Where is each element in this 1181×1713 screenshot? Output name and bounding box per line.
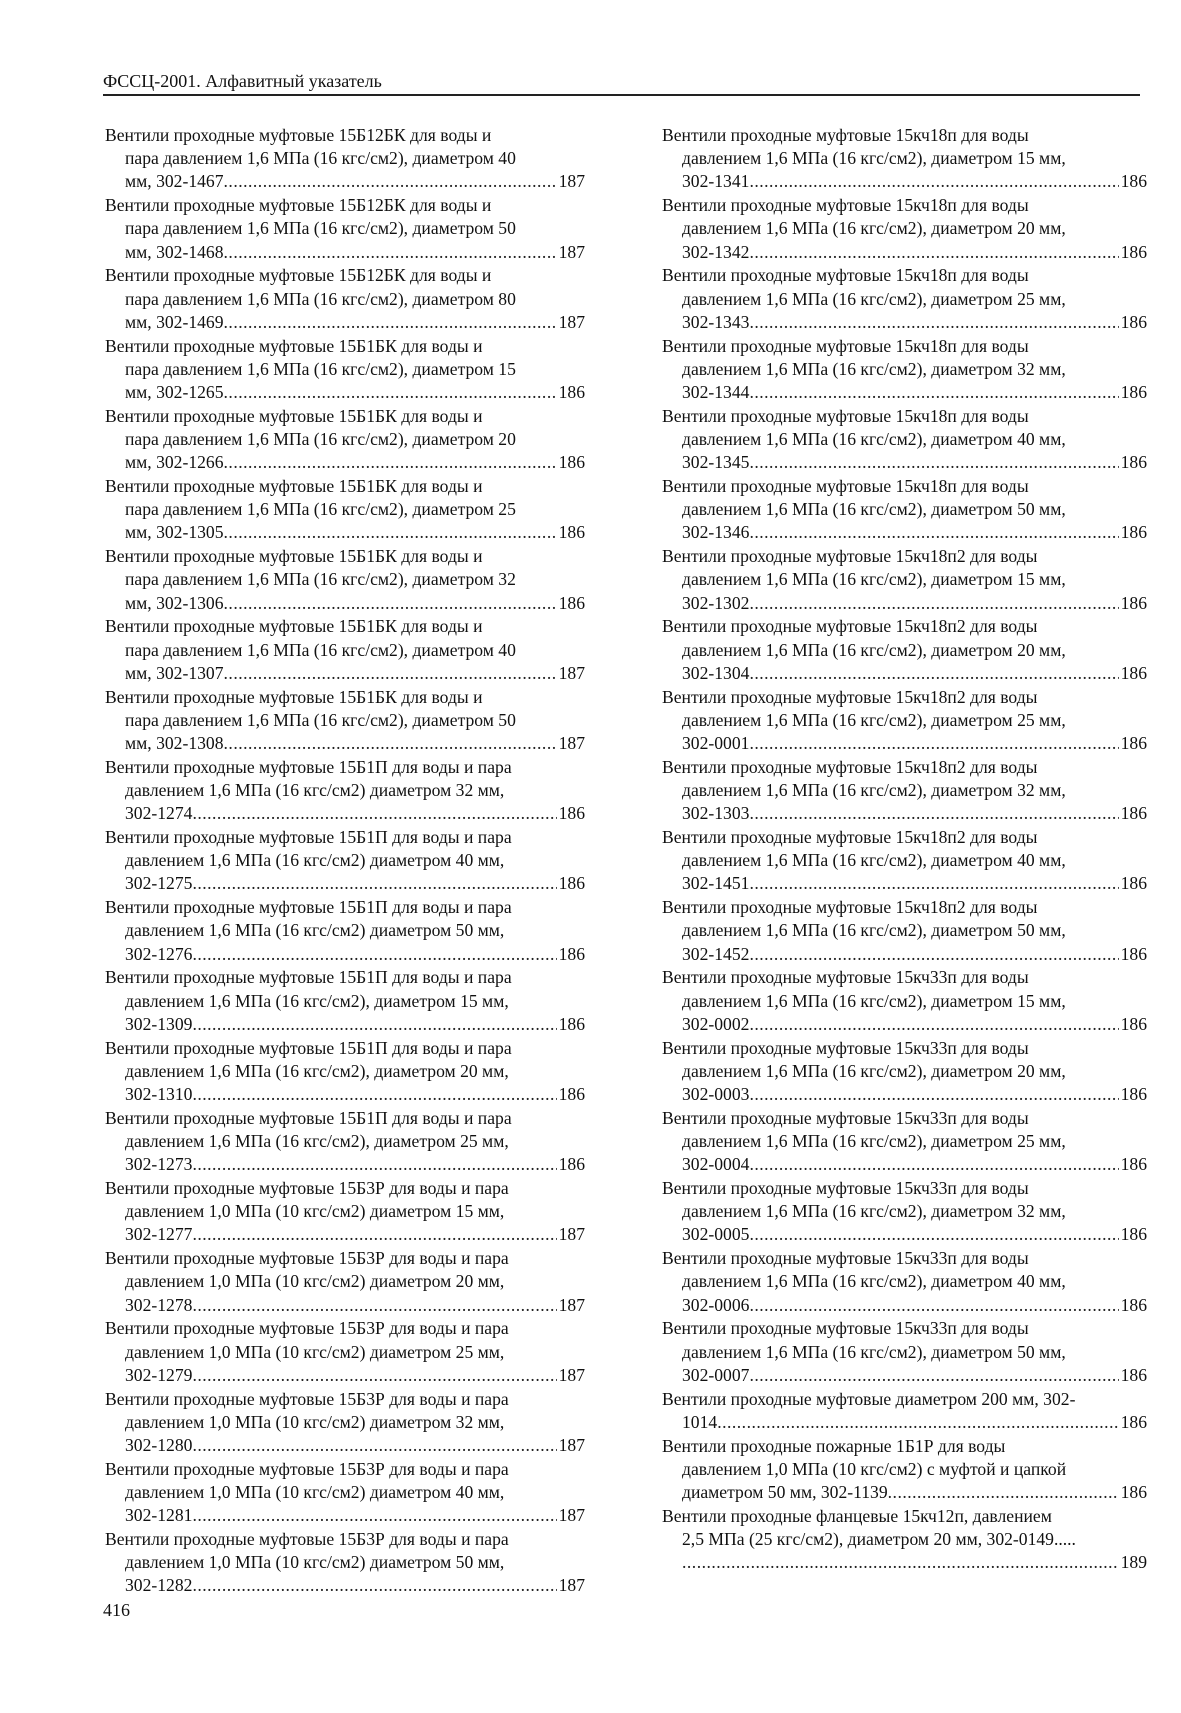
dot-leader (749, 381, 1118, 404)
entry-code: 302-1342 (682, 241, 750, 262)
entry-last-line (105, 1013, 585, 1036)
index-entry (105, 966, 585, 1036)
index-entry (662, 545, 1147, 615)
entry-page-ref: 187 (558, 171, 585, 192)
index-entry (662, 194, 1147, 264)
entry-last-line (662, 872, 1147, 895)
entry-page-ref: 186 (1120, 1482, 1147, 1503)
entry-page-ref: 186 (1120, 943, 1147, 964)
entry-line: Вентили проходные муфтовые 15Б3Р для воды и пара (105, 1318, 509, 1339)
entry-page-ref: 189 (1120, 1552, 1147, 1573)
entry-page-ref: 186 (558, 873, 585, 894)
entry-code: 302-1346 (682, 522, 750, 543)
dot-leader (224, 451, 557, 474)
entry-line: давлением 1,6 МПа (16 кгс/см2), диаметром 15 мм, (125, 990, 509, 1011)
dot-leader (749, 1013, 1118, 1036)
entry-line: Вентили проходные муфтовые 15Б12БК для воды и (105, 125, 492, 145)
entry-code: 1014 (682, 1411, 718, 1432)
entry-last-line (105, 381, 585, 404)
index-entry (662, 826, 1147, 896)
entry-line: давлением 1,6 МПа (16 кгс/см2), диаметром 25 мм, (682, 1131, 1066, 1152)
entry-page-ref: 186 (558, 522, 585, 543)
entry-line: давлением 1,6 МПа (16 кгс/см2) диаметром 40 мм, (125, 850, 505, 871)
entry-code: 302-1277 (125, 1224, 193, 1245)
entry-last-line (105, 943, 585, 966)
entry-code: мм, 302-1306 (125, 592, 224, 613)
entry-line: Вентили проходные муфтовые 15Б1П для воды и пара (105, 827, 512, 848)
entry-code: мм, 302-1266 (125, 452, 224, 473)
entry-line: Вентили проходные муфтовые 15Б3Р для воды и пара (105, 1248, 509, 1269)
index-entry (662, 686, 1147, 756)
entry-code: мм, 302-1468 (125, 241, 224, 262)
index-entry (105, 615, 585, 685)
entry-last-line (105, 662, 585, 685)
entry-line: Вентили проходные муфтовые 15кч18п для воды (662, 476, 1029, 497)
index-entry (105, 1107, 585, 1177)
entry-last-line (105, 521, 585, 544)
dot-leader (682, 1551, 1119, 1574)
index-entry (105, 1177, 585, 1247)
entry-page-ref: 186 (1120, 1084, 1147, 1105)
entry-last-line (105, 1504, 585, 1527)
entry-last-line (662, 381, 1147, 404)
entry-last-line (105, 170, 585, 193)
index-entry (105, 896, 585, 966)
entry-line: Вентили проходные муфтовые диаметром 200 мм, 302- (662, 1388, 1076, 1409)
entry-last-line (662, 241, 1147, 264)
entry-line: Вентили проходные муфтовые 15Б12БК для воды и (105, 195, 492, 216)
entry-last-line (105, 1364, 585, 1387)
dot-leader (749, 451, 1118, 474)
dot-leader (749, 521, 1118, 544)
index-entry (662, 1435, 1147, 1505)
entry-line: давлением 1,6 МПа (16 кгс/см2), диаметром 40 мм, (682, 850, 1066, 871)
dot-leader (749, 802, 1118, 825)
entry-last-line (662, 802, 1147, 825)
entry-page-ref: 186 (1120, 1224, 1147, 1245)
index-column-right (662, 124, 1147, 1575)
entry-line: пара давлением 1,6 МПа (16 кгс/см2), диаметром 32 (125, 569, 516, 590)
entry-line: Вентили проходные муфтовые 15кч18п2 для воды (662, 756, 1038, 777)
index-entry (662, 966, 1147, 1036)
index-entry (662, 335, 1147, 405)
dot-leader (192, 1434, 556, 1457)
dot-leader (192, 872, 556, 895)
entry-line: давлением 1,6 МПа (16 кгс/см2), диаметром 25 мм, (125, 1131, 509, 1152)
entry-page-ref: 187 (558, 1505, 585, 1526)
entry-code: 302-1345 (682, 452, 750, 473)
entry-code: 302-0001 (682, 733, 750, 754)
dot-leader (749, 241, 1118, 264)
entry-last-line (662, 1153, 1147, 1176)
entry-last-line (662, 1223, 1147, 1246)
entry-page-ref: 186 (558, 382, 585, 403)
entry-last-line (105, 1223, 585, 1246)
entry-line: давлением 1,6 МПа (16 кгс/см2) диаметром 50 мм, (125, 920, 505, 941)
dot-leader (192, 1083, 556, 1106)
entry-code: 302-1303 (682, 803, 750, 824)
entry-last-line (662, 521, 1147, 544)
entry-code: 302-1341 (682, 171, 750, 192)
entry-line: Вентили проходные муфтовые 15кч33п для воды (662, 1178, 1029, 1199)
entry-last-line (105, 1294, 585, 1317)
entry-code: 302-0005 (682, 1224, 750, 1245)
entry-code: 302-1273 (125, 1154, 193, 1175)
entry-line: давлением 1,6 МПа (16 кгс/см2), диаметром 40 мм, (682, 1271, 1066, 1292)
dot-leader (749, 170, 1118, 193)
entry-code: 302-1343 (682, 311, 750, 332)
entry-code: 302-1309 (125, 1013, 193, 1034)
index-entry (662, 475, 1147, 545)
entry-page-ref: 186 (558, 1013, 585, 1034)
entry-last-line (662, 732, 1147, 755)
dot-leader (192, 802, 556, 825)
dot-leader (749, 732, 1118, 755)
entry-page-ref: 186 (1120, 171, 1147, 192)
entry-page-ref: 186 (1120, 382, 1147, 403)
entry-page-ref: 186 (558, 1084, 585, 1105)
entry-line: давлением 1,6 МПа (16 кгс/см2), диаметром 15 мм, (682, 148, 1066, 169)
entry-last-line (662, 170, 1147, 193)
entry-line: пара давлением 1,6 МПа (16 кгс/см2), диаметром 20 (125, 429, 516, 450)
dot-leader (749, 1223, 1118, 1246)
entry-code: 302-1310 (125, 1084, 193, 1105)
dot-leader (192, 1013, 556, 1036)
entry-code: 302-1274 (125, 803, 193, 824)
dot-leader (192, 1574, 556, 1597)
entry-line: Вентили проходные муфтовые 15Б1БК для воды и (105, 546, 483, 567)
entry-last-line (105, 1434, 585, 1457)
dot-leader (749, 872, 1118, 895)
index-entry (105, 124, 585, 194)
entry-line: давлением 1,0 МПа (10 кгс/см2) диаметром 40 мм, (125, 1482, 505, 1503)
entry-code: 302-0002 (682, 1013, 750, 1034)
entry-line: давлением 1,0 МПа (10 кгс/см2) диаметром 32 мм, (125, 1411, 505, 1432)
entry-last-line (105, 872, 585, 895)
entry-page-ref: 187 (558, 1364, 585, 1385)
entry-last-line (662, 1083, 1147, 1106)
index-entry (662, 1107, 1147, 1177)
index-entry (662, 756, 1147, 826)
index-entry (105, 475, 585, 545)
entry-code: 302-1281 (125, 1505, 193, 1526)
index-entry (105, 264, 585, 334)
dot-leader (749, 1294, 1118, 1317)
entry-line: Вентили проходные муфтовые 15Б1БК для воды и (105, 686, 483, 707)
entry-line: давлением 1,6 МПа (16 кгс/см2), диаметром 15 мм, (682, 569, 1066, 590)
entry-last-line (662, 662, 1147, 685)
entry-line: Вентили проходные муфтовые 15Б1БК для воды и (105, 616, 483, 637)
entry-page-ref: 186 (1120, 1294, 1147, 1315)
index-entry (662, 124, 1147, 194)
entry-last-line (662, 451, 1147, 474)
entry-code: 302-1344 (682, 382, 750, 403)
dot-leader (192, 1294, 556, 1317)
entry-last-line (662, 1294, 1147, 1317)
index-entry (662, 1317, 1147, 1387)
entry-line: Вентили проходные муфтовые 15Б1БК для воды и (105, 476, 483, 497)
dot-leader (192, 1364, 556, 1387)
index-entry (662, 615, 1147, 685)
entry-code: 302-1275 (125, 873, 193, 894)
dot-leader (888, 1481, 1119, 1504)
entry-page-ref: 186 (1120, 452, 1147, 473)
entry-code: 302-1276 (125, 943, 193, 964)
index-entry (105, 826, 585, 896)
entry-page-ref: 186 (1120, 592, 1147, 613)
entry-code: диаметром 50 мм, 302-1139 (682, 1482, 888, 1503)
entry-page-ref: 186 (558, 943, 585, 964)
index-entry (662, 1247, 1147, 1317)
entry-page-ref: 187 (558, 311, 585, 332)
entry-line: Вентили проходные муфтовые 15кч18п для воды (662, 265, 1029, 286)
entry-last-line (662, 943, 1147, 966)
index-entry (105, 756, 585, 826)
entry-line: давлением 1,6 МПа (16 кгс/см2), диаметром 20 мм, (682, 218, 1066, 239)
entry-page-ref: 186 (1120, 1411, 1147, 1432)
index-entry (662, 1505, 1147, 1575)
index-entry (105, 1037, 585, 1107)
entry-last-line (662, 1013, 1147, 1036)
index-column-left (105, 124, 585, 1598)
entry-page-ref: 186 (1120, 662, 1147, 683)
entry-last-line (105, 311, 585, 334)
entry-code: 302-0007 (682, 1364, 750, 1385)
entry-line: Вентили проходные муфтовые 15Б1П для воды и пара (105, 1037, 512, 1058)
entry-code: 302-1302 (682, 592, 750, 613)
index-entry (105, 194, 585, 264)
entry-line: 2,5 МПа (25 кгс/см2), диаметром 20 мм, 302-0149..... (682, 1529, 1076, 1550)
index-entry (662, 405, 1147, 475)
index-entry (105, 1528, 585, 1598)
entry-line: пара давлением 1,6 МПа (16 кгс/см2), диаметром 80 (125, 288, 516, 309)
entry-line: давлением 1,0 МПа (10 кгс/см2) диаметром 50 мм, (125, 1552, 505, 1573)
entry-line: Вентили проходные муфтовые 15Б3Р для воды и пара (105, 1529, 509, 1550)
entry-code: мм, 302-1308 (125, 733, 224, 754)
index-entry (662, 1037, 1147, 1107)
entry-page-ref: 187 (558, 1294, 585, 1315)
entry-code: 302-0003 (682, 1084, 750, 1105)
entry-code: мм, 302-1305 (125, 522, 224, 543)
entry-code: мм, 302-1469 (125, 311, 224, 332)
entry-last-line (105, 732, 585, 755)
dot-leader (749, 943, 1118, 966)
dot-leader (224, 241, 557, 264)
entry-line: Вентили проходные муфтовые 15Б1БК для воды и (105, 335, 483, 356)
entry-last-line (662, 1481, 1147, 1504)
index-entry (105, 335, 585, 405)
entry-line: давлением 1,6 МПа (16 кгс/см2), диаметром 32 мм, (682, 1201, 1066, 1222)
entry-line: Вентили проходные муфтовые 15кч18п2 для воды (662, 686, 1038, 707)
entry-page-ref: 186 (1120, 522, 1147, 543)
entry-line: давлением 1,6 МПа (16 кгс/см2), диаметром 32 мм, (682, 358, 1066, 379)
entry-line: Вентили проходные муфтовые 15Б1П для воды и пара (105, 967, 512, 988)
entry-line: давлением 1,6 МПа (16 кгс/см2), диаметром 25 мм, (682, 709, 1066, 730)
entry-line: давлением 1,0 МПа (10 кгс/см2) диаметром 25 мм, (125, 1341, 505, 1362)
entry-page-ref: 187 (558, 1435, 585, 1456)
dot-leader (749, 1364, 1118, 1387)
entry-page-ref: 186 (558, 803, 585, 824)
entry-line: Вентили проходные муфтовые 15кч33п для воды (662, 1318, 1029, 1339)
entry-line: Вентили проходные муфтовые 15Б1П для воды и пара (105, 1107, 512, 1128)
dot-leader (749, 592, 1118, 615)
entry-page-ref: 186 (1120, 1364, 1147, 1385)
index-entry (662, 1177, 1147, 1247)
dot-leader (192, 943, 556, 966)
entry-line: давлением 1,6 МПа (16 кгс/см2), диаметром 20 мм, (682, 1060, 1066, 1081)
entry-code: 302-1304 (682, 662, 750, 683)
entry-last-line (105, 1574, 585, 1597)
entry-line: Вентили проходные муфтовые 15кч18п2 для воды (662, 616, 1038, 637)
entry-page-ref: 186 (558, 1154, 585, 1175)
entry-last-line (662, 1551, 1147, 1574)
dot-leader (224, 592, 557, 615)
entry-code: 302-1282 (125, 1575, 193, 1596)
entry-line: давлением 1,0 МПа (10 кгс/см2) с муфтой и цапкой (682, 1458, 1067, 1479)
entry-code: 302-1279 (125, 1364, 193, 1385)
entry-line: давлением 1,0 МПа (10 кгс/см2) диаметром 20 мм, (125, 1271, 505, 1292)
entry-last-line (105, 592, 585, 615)
entry-line: пара давлением 1,6 МПа (16 кгс/см2), диаметром 25 (125, 499, 516, 520)
entry-line: Вентили проходные муфтовые 15кч33п для воды (662, 1248, 1029, 1269)
entry-page-ref: 187 (558, 733, 585, 754)
dot-leader (224, 521, 557, 544)
entry-line: давлением 1,6 МПа (16 кгс/см2), диаметром 20 мм, (125, 1060, 509, 1081)
entry-page-ref: 186 (1120, 241, 1147, 262)
page-number: 416 (103, 1600, 130, 1620)
entry-code: 302-1451 (682, 873, 750, 894)
entry-last-line (105, 1083, 585, 1106)
entry-code: мм, 302-1467 (125, 171, 224, 192)
entry-line: Вентили проходные муфтовые 15кч33п для воды (662, 967, 1029, 988)
entry-page-ref: 186 (558, 592, 585, 613)
entry-line: пара давлением 1,6 МПа (16 кгс/см2), диаметром 50 (125, 709, 516, 730)
entry-page-ref: 186 (1120, 1013, 1147, 1034)
entry-last-line (662, 592, 1147, 615)
entry-page-ref: 186 (1120, 1154, 1147, 1175)
index-entry (105, 1458, 585, 1528)
entry-code: мм, 302-1265 (125, 382, 224, 403)
dot-leader (749, 662, 1118, 685)
index-entry (105, 1317, 585, 1387)
dot-leader (192, 1223, 556, 1246)
dot-leader (224, 381, 557, 404)
entry-line: давлением 1,6 МПа (16 кгс/см2) диаметром 32 мм, (125, 780, 505, 801)
entry-line: Вентили проходные муфтовые 15Б1П для воды и пара (105, 756, 512, 777)
entry-line: Вентили проходные муфтовые 15Б12БК для воды и (105, 265, 492, 286)
entry-line: давлением 1,6 МПа (16 кгс/см2), диаметром 50 мм, (682, 920, 1066, 941)
entry-page-ref: 187 (558, 241, 585, 262)
entry-page-ref: 187 (558, 1224, 585, 1245)
entry-last-line (662, 1411, 1147, 1434)
dot-leader (224, 311, 557, 334)
entry-page-ref: 187 (558, 662, 585, 683)
index-entry (105, 686, 585, 756)
dot-leader (749, 1083, 1118, 1106)
entry-line: давлением 1,6 МПа (16 кгс/см2), диаметром 40 мм, (682, 429, 1066, 450)
index-entry (105, 405, 585, 475)
entry-line: Вентили проходные муфтовые 15кч18п для воды (662, 335, 1029, 356)
entry-page-ref: 186 (1120, 803, 1147, 824)
dot-leader (717, 1411, 1118, 1434)
entry-last-line (105, 802, 585, 825)
index-entry (662, 264, 1147, 334)
entry-page-ref: 186 (1120, 733, 1147, 754)
entry-code: 302-1278 (125, 1294, 193, 1315)
entry-line: Вентили проходные муфтовые 15Б3Р для воды и пара (105, 1388, 509, 1409)
index-entry (105, 1388, 585, 1458)
entry-line: пара давлением 1,6 МПа (16 кгс/см2), диаметром 50 (125, 218, 516, 239)
entry-line: Вентили проходные муфтовые 15кч18п для воды (662, 405, 1029, 426)
running-header (103, 68, 1140, 96)
entry-code: 302-1280 (125, 1435, 193, 1456)
entry-line: Вентили проходные муфтовые 15Б1БК для воды и (105, 405, 483, 426)
entry-line: давлением 1,6 МПа (16 кгс/см2), диаметром 20 мм, (682, 639, 1066, 660)
entry-line: Вентили проходные муфтовые 15Б3Р для воды и пара (105, 1178, 509, 1199)
entry-code: 302-0004 (682, 1154, 750, 1175)
entry-page-ref: 187 (558, 1575, 585, 1596)
dot-leader (224, 170, 557, 193)
dot-leader (192, 1153, 556, 1176)
entry-line: давлением 1,6 МПа (16 кгс/см2), диаметром 25 мм, (682, 288, 1066, 309)
entry-line: давлением 1,6 МПа (16 кгс/см2), диаметром 15 мм, (682, 990, 1066, 1011)
dot-leader (749, 311, 1118, 334)
entry-line: Вентили проходные муфтовые 15кч33п для воды (662, 1107, 1029, 1128)
dot-leader (192, 1504, 556, 1527)
index-entry (662, 896, 1147, 966)
index-entry (105, 545, 585, 615)
entry-line: давлением 1,0 МПа (10 кгс/см2) диаметром 15 мм, (125, 1201, 505, 1222)
index-entry (105, 1247, 585, 1317)
entry-line: Вентили проходные муфтовые 15кч18п для воды (662, 195, 1029, 216)
entry-code: мм, 302-1307 (125, 662, 224, 683)
dot-leader (224, 732, 557, 755)
entry-last-line (105, 241, 585, 264)
entry-line: Вентили проходные муфтовые 15Б3Р для воды и пара (105, 1458, 509, 1479)
dot-leader (749, 1153, 1118, 1176)
entry-page-ref: 186 (1120, 873, 1147, 894)
entry-line: пара давлением 1,6 МПа (16 кгс/см2), диаметром 15 (125, 358, 516, 379)
entry-line: Вентили проходные муфтовые 15кч18п2 для воды (662, 897, 1038, 918)
entry-line: давлением 1,6 МПа (16 кгс/см2), диаметром 50 мм, (682, 499, 1066, 520)
entry-line: пара давлением 1,6 МПа (16 кгс/см2), диаметром 40 (125, 148, 516, 169)
entry-line: давлением 1,6 МПа (16 кгс/см2), диаметром 50 мм, (682, 1341, 1066, 1362)
entry-line: Вентили проходные муфтовые 15кч18п для воды (662, 125, 1029, 145)
entry-last-line (105, 451, 585, 474)
entry-line: Вентили проходные муфтовые 15Б1П для воды и пара (105, 897, 512, 918)
entry-line: пара давлением 1,6 МПа (16 кгс/см2), диаметром 40 (125, 639, 516, 660)
entry-code: 302-0006 (682, 1294, 750, 1315)
entry-line: Вентили проходные муфтовые 15кч33п для воды (662, 1037, 1029, 1058)
entry-page-ref: 186 (558, 452, 585, 473)
dot-leader (224, 662, 557, 685)
header-title: ФССЦ-2001. Алфавитный указатель (103, 71, 382, 91)
entry-page-ref: 186 (1120, 311, 1147, 332)
entry-line: Вентили проходные пожарные 1Б1Р для воды (662, 1435, 1006, 1456)
entry-line: давлением 1,6 МПа (16 кгс/см2), диаметром 32 мм, (682, 780, 1066, 801)
entry-line: Вентили проходные муфтовые 15кч18п2 для воды (662, 546, 1038, 567)
index-entry (662, 1388, 1147, 1434)
entry-line: Вентили проходные фланцевые 15кч12п, давлением (662, 1505, 1052, 1526)
entry-code: 302-1452 (682, 943, 750, 964)
entry-last-line (105, 1153, 585, 1176)
entry-last-line (662, 1364, 1147, 1387)
entry-last-line (662, 311, 1147, 334)
entry-line: Вентили проходные муфтовые 15кч18п2 для воды (662, 827, 1038, 848)
